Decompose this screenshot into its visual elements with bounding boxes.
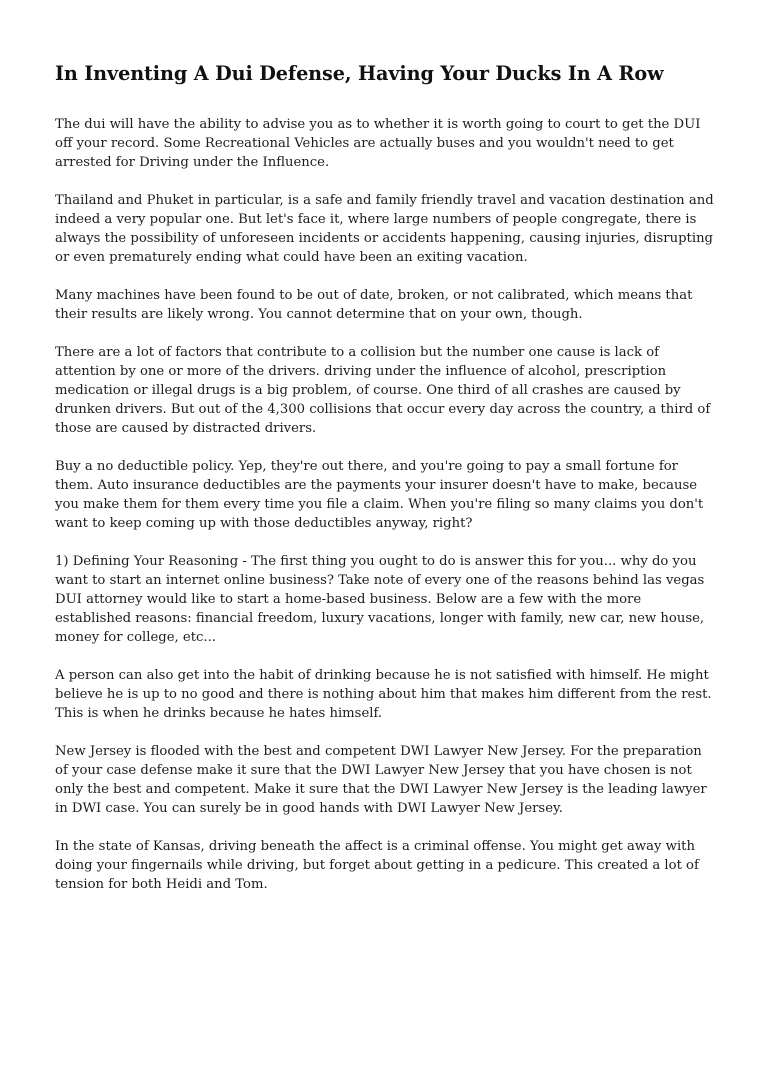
paragraph-4: There are a lot of factors that contribute to a collision but the number one cause is lack of attention by one or more of the drivers. driving under the influence of alcohol, prescription medication or illegal drugs is a big problem, of course. One third of all crashes are caused by drunken drivers. But out of the 4,300 collisions that occur every day across the country, a third of those are caused by distracted drivers. — [55, 345, 711, 436]
document-page — [55, 0, 715, 913]
paragraph-6: 1) Defining Your Reasoning - The first thing you ought to do is answer this for you... why do you want to start an internet online business? Take note of every one of the reasons behind las vegas DUI attorney would like to start a home-based business. Below are a few with the more established reasons: financial freedom, luxury vacations, longer with family, new car, new house, money for college, etc... — [55, 554, 705, 645]
paragraph-3: Many machines have been found to be out of date, broken, or not calibrated, which means that their results are likely wrong. You cannot determine that on your own, though. — [55, 288, 693, 322]
document-title: In Inventing A Dui Defense, Having Your Ducks In A Row — [55, 62, 664, 85]
paragraph-9: In the state of Kansas, driving beneath the affect is a criminal offense. You might get away with doing your fingernails while driving, but forget about getting in a pedicure. This created a lot of tension for both Heidi and Tom. — [55, 839, 699, 892]
paragraph-1: The dui will have the ability to advise you as to whether it is worth going to court to get the DUI off your record. Some Recreational Vehicles are actually buses and you wouldn't need to get arrested for Driving under the Influence. — [55, 117, 701, 170]
paragraph-7: A person can also get into the habit of drinking because he is not satisfied with himself. He might believe he is up to no good and there is nothing about him that makes him different from the rest. This is when he drinks because he hates himself. — [55, 668, 712, 721]
document-body — [55, 115, 715, 894]
paragraph-5: Buy a no deductible policy. Yep, they're out there, and you're going to pay a small fortune for them. Auto insurance deductibles are the payments your insurer doesn't have to make, because you make them for them every time you file a claim. When you're filing so many claims you don't want to keep coming up with those deductibles anyway, right? — [55, 459, 704, 531]
paragraph-2: Thailand and Phuket in particular, is a safe and family friendly travel and vacation destination and indeed a very popular one. But let's face it, where large numbers of people congregate, there is always the possibility of unforeseen incidents or accidents happening, causing injuries, disrupting or even prematurely ending what could have been an exiting vacation. — [55, 193, 714, 265]
paragraph-8: New Jersey is flooded with the best and competent DWI Lawyer New Jersey. For the preparation of your case defense make it sure that the DWI Lawyer New Jersey that you have chosen is not only the best and competent. Make it sure that the DWI Lawyer New Jersey is the leading lawyer in DWI case. You can surely be in good hands with DWI Lawyer New Jersey. — [55, 744, 707, 816]
